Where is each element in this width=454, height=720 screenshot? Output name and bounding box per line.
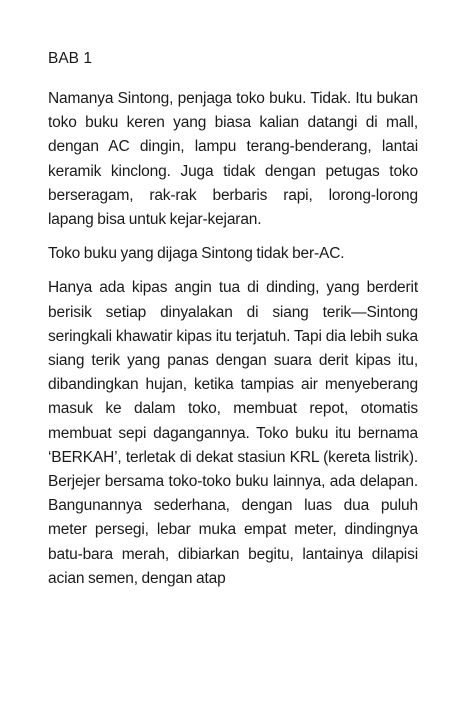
paragraph-3: Hanya ada kipas angin tua di dinding, yang berderit berisik setiap dinyalakan di siang terik—Sintong seringkali khawatir kipas itu terjatuh. Tapi dia lebih suka siang terik yang panas dengan suara derit kipas itu, dibandingkan hujan, ketika tampias air menyeberang masuk ke dalam toko, membuat repot, otomatis membuat sepi dagangannya. Toko buku itu bernama ‘BERKAH’, terletak di dekat stasiun KRL (kereta listrik). Berjejer bersama toko-toko buku lainnya, ada delapan. Bangunannya sederhana, dengan luas dua puluh meter persegi, lebar muka empat meter, dindingnya batu-bara merah, dibiarkan begitu, lantainya dilapisi acian semen, dengan atap [48,279,418,587]
paragraph-2: Toko buku yang dijaga Sintong tidak ber-AC. [48,245,345,263]
paragraph-1: Namanya Sintong, penjaga toko buku. Tidak. Itu bukan toko buku keren yang biasa kalian datangi di mall, dengan AC dingin, lampu terang-benderang, lantai keramik kinclong. Juga tidak dengan petugas toko berseragam, rak-rak berbaris rapi, lorong-lorong lapang bisa untuk kejar-kejaran. [48,90,418,229]
document-page [48,47,418,601]
chapter-title: BAB 1 [48,50,92,67]
